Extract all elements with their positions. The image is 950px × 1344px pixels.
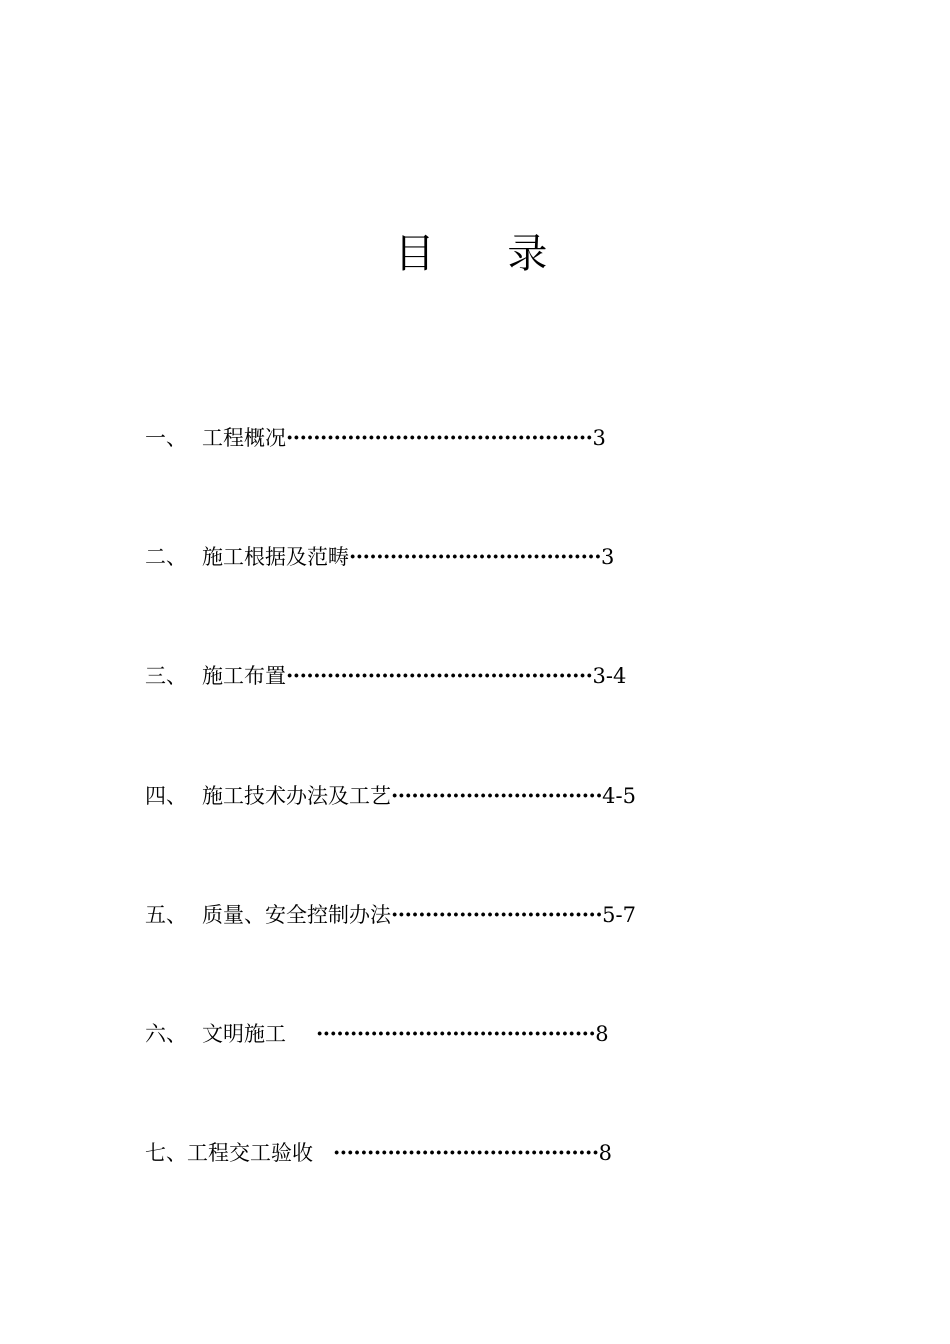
toc-entry xyxy=(145,1020,609,1048)
toc-entry xyxy=(145,901,636,929)
toc-entry-number: 五、 xyxy=(145,903,187,927)
toc-entry xyxy=(145,543,614,571)
toc-entry xyxy=(145,424,606,452)
toc-entry xyxy=(145,782,636,810)
toc-leader-dots: ········································· xyxy=(316,1021,596,1046)
toc-entry-page: 8 xyxy=(595,1022,609,1046)
toc-entry-number: 六、 xyxy=(145,1022,187,1046)
toc-entry-title: 工程概况 xyxy=(202,426,286,450)
toc-entry-number: 七、 xyxy=(145,1141,187,1165)
toc-entry-page: 3 xyxy=(601,545,615,569)
toc-leader-dots: ····································· xyxy=(349,544,602,569)
toc-entry-title: 施工布置 xyxy=(202,664,286,688)
toc-entry xyxy=(145,1139,612,1167)
toc-entry-number: 一、 xyxy=(145,426,187,450)
toc-entry-title: 工程交工验收 xyxy=(187,1141,313,1165)
toc-leader-dots: ············································· xyxy=(286,663,593,688)
toc-entry-title: 质量、安全控制办法 xyxy=(202,903,391,927)
toc-entry-page: 3-4 xyxy=(592,664,627,688)
toc-entry-number: 三、 xyxy=(145,664,187,688)
toc-entry-number: 四、 xyxy=(145,784,187,808)
toc-entry-title: 施工技术办法及工艺 xyxy=(202,784,391,808)
toc-entry-number: 二、 xyxy=(145,545,187,569)
toc-entry-title: 文明施工 xyxy=(202,1022,286,1046)
toc-leader-dots: ······························· xyxy=(391,902,603,927)
toc-entry-title: 施工根据及范畴 xyxy=(202,545,349,569)
toc-leader-dots: ······································· xyxy=(333,1140,599,1165)
page-title: 目 录 xyxy=(394,231,578,277)
toc-entry-page: 5-7 xyxy=(602,903,636,927)
toc-entry-page: 8 xyxy=(598,1141,613,1165)
toc-entry xyxy=(145,662,626,690)
toc-entry-page: 3 xyxy=(592,426,606,450)
toc-leader-dots: ············································· xyxy=(286,425,593,450)
toc-leader-dots: ······························· xyxy=(391,783,603,808)
toc-entry-page: 4-5 xyxy=(602,784,636,808)
